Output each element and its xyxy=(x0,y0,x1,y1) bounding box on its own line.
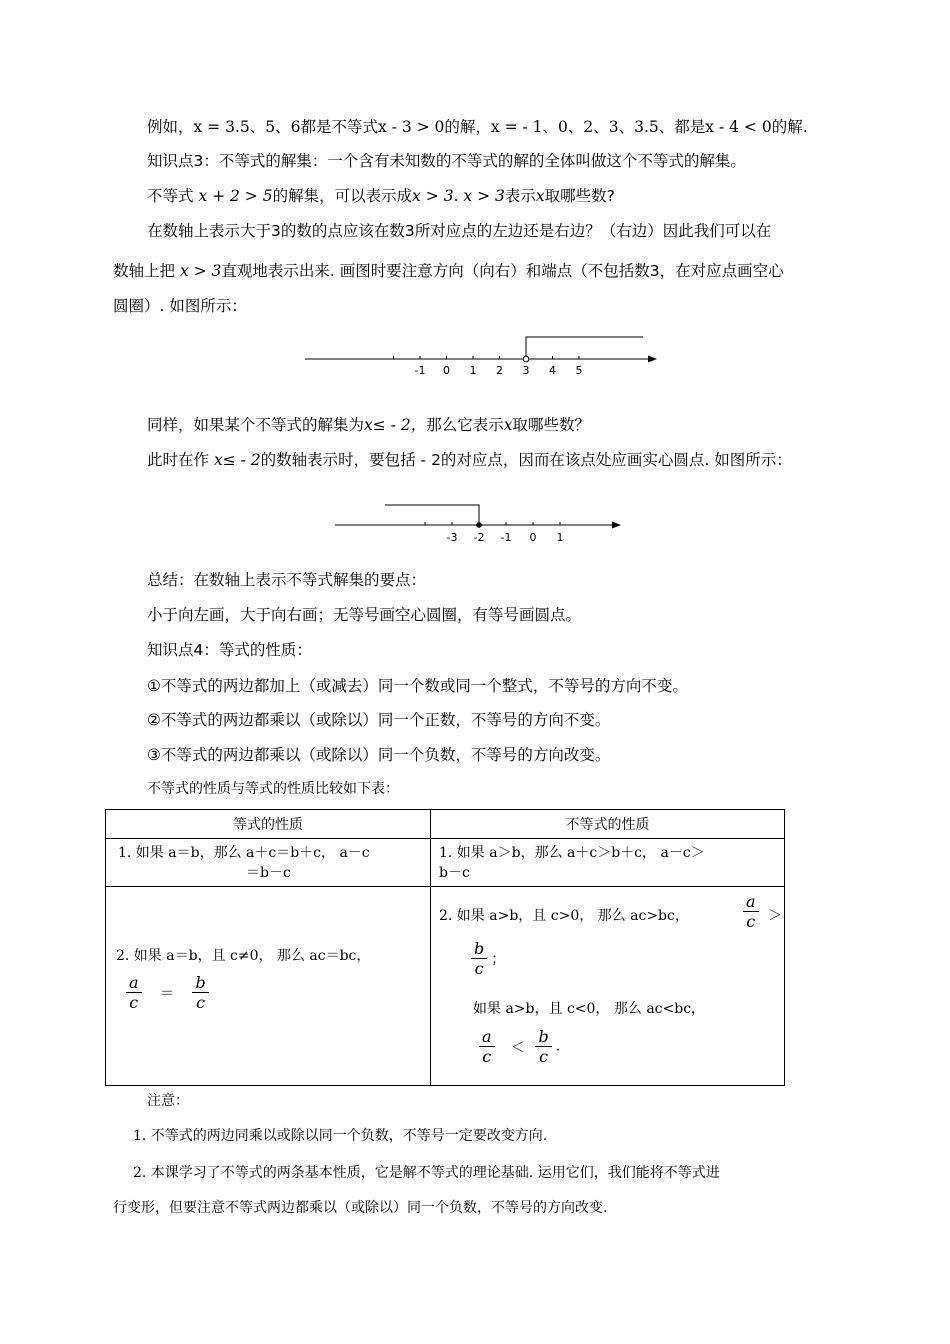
semicolon: ； xyxy=(491,951,506,968)
greater-sign: ＞ xyxy=(768,908,782,924)
solution-set-line xyxy=(147,186,615,206)
text: 都是 xyxy=(674,118,706,136)
text: 取哪些数? xyxy=(544,187,615,205)
fraction-line xyxy=(467,939,505,978)
table-cell xyxy=(106,887,431,1086)
compare-intro: 不等式的性质与等式的性质比较如下表： xyxy=(147,781,399,797)
fraction xyxy=(743,892,759,931)
less-sign: ＜ xyxy=(511,1039,525,1056)
text: 那么它表示 xyxy=(426,416,504,434)
text: 都是不等式 xyxy=(300,118,378,136)
text: 的解， xyxy=(444,118,491,136)
fraction xyxy=(739,892,763,931)
cell-line: b－c xyxy=(439,865,470,881)
note-item: 1. 不等式的两边同乘以或除以同一个负数，不等号一定要改变方向. xyxy=(133,1128,548,1144)
denominator: c xyxy=(539,1047,549,1066)
math: x xyxy=(535,187,545,205)
math: x≤ - 2 xyxy=(213,451,261,469)
header-cell: 不等式的性质 xyxy=(431,810,785,839)
math: x xyxy=(503,416,513,434)
comparison-table xyxy=(105,809,785,1086)
text: 同样，如果某个不等式的解集为 xyxy=(147,416,365,434)
number-line-intro-1: 在数轴上表示大于3的数的点应该在数3所对应点的左边还是右边？（右边）因此我们可以在 xyxy=(147,222,772,240)
table-row xyxy=(106,887,785,1086)
numerator: a xyxy=(126,973,142,993)
note-item: 行变形，但要注意不等式两边都乘以（或除以）同一个负数，不等号的方向改变. xyxy=(113,1200,608,1216)
text: 例如， xyxy=(147,118,194,136)
table-row xyxy=(106,839,785,887)
property-item: ①不等式的两边都加上（或减去）同一个数或同一个整式，不等号的方向不变。 xyxy=(147,677,688,695)
axis-arrow xyxy=(612,522,621,529)
cell-line: 2. 如果 a>b，且 c>0， 那么 ac>bc， xyxy=(439,908,689,924)
number-line-intro-2 xyxy=(113,261,784,281)
cell-line: ＝b－c xyxy=(246,865,291,881)
tick-label: 4 xyxy=(549,364,556,377)
math: x + 2 > 5 xyxy=(198,187,273,205)
kp-text: 不等式的解集：一个含有未知数的不等式的解的全体叫做这个不等式的解集。 xyxy=(218,152,746,170)
property-item: ③不等式的两边都乘以（或除以）同一个负数，不等号的方向改变。 xyxy=(147,746,611,764)
same-line xyxy=(147,415,590,435)
notes-title: 注意： xyxy=(147,1093,189,1109)
text: . xyxy=(453,187,464,205)
knowledge-point-4 xyxy=(147,640,312,660)
open-point xyxy=(523,356,529,362)
text: 的数轴表示时，要包括 - 2的对应点，因而在该点处应画实心圆点. 如图所示： xyxy=(260,451,792,469)
axis-arrow xyxy=(648,356,657,363)
fraction xyxy=(479,1027,495,1066)
fraction xyxy=(535,1027,551,1066)
math: x≤ - 2， xyxy=(364,416,427,434)
math: x > 3 xyxy=(412,187,454,205)
fraction xyxy=(471,939,487,978)
text: 表示 xyxy=(504,187,536,205)
closed-point-line xyxy=(147,450,792,470)
table-cell xyxy=(106,839,431,887)
text: 不等式 xyxy=(147,187,199,205)
tick-label: 5 xyxy=(575,364,583,377)
tick-label: 0 xyxy=(529,531,537,544)
table-cell xyxy=(431,887,785,1086)
note-item: 2. 本课学习了不等式的两条基本性质，它是解不等式的理论基础. 运用它们，我们能将不等式进 xyxy=(133,1165,720,1181)
math: x - 3 > 0 xyxy=(378,118,445,136)
table-cell xyxy=(431,839,785,887)
denominator: c xyxy=(129,993,139,1012)
cell-line: 1. 如果 a＞b，那么 a＋c＞b＋c， a－c＞ xyxy=(439,845,705,861)
knowledge-point-3 xyxy=(147,151,746,171)
fraction xyxy=(126,973,142,1012)
numerator: a xyxy=(479,1027,495,1047)
equals-sign: ＝ xyxy=(160,985,174,1002)
closed-point xyxy=(476,522,482,528)
math: x = - 1、0、2、3、3.5、 xyxy=(490,118,675,136)
tick-label: 1 xyxy=(556,531,564,544)
cell-line: 2. 如果 a＝b，且 c≠0， 那么 ac＝bc， xyxy=(116,948,371,964)
number-line-figure-2 xyxy=(330,497,630,547)
number-line-intro-3: 圆圈）. 如图所示： xyxy=(113,297,247,315)
cell-line: 如果 a>b，且 c<0， 那么 ac<bc， xyxy=(473,1001,706,1017)
fraction-equation xyxy=(122,973,213,1012)
numerator: b xyxy=(471,939,487,959)
numerator: a xyxy=(743,892,759,912)
solution-ray xyxy=(526,337,643,357)
numerator: b xyxy=(535,1027,551,1047)
fraction-inequality xyxy=(475,1027,560,1066)
text: 数轴上把 xyxy=(113,262,180,280)
header-cell: 等式的性质 xyxy=(106,810,431,839)
text: 取哪些数？ xyxy=(512,416,590,434)
number-line-figure-1 xyxy=(300,330,665,378)
tick-label: 1 xyxy=(469,364,477,377)
math: x > 3 xyxy=(463,187,505,205)
cell-line: 1. 如果 a＝b，那么 a＋c＝b＋c， a－c xyxy=(118,845,370,861)
math: x - 4 < 0 xyxy=(705,118,772,136)
summary-title: 总结：在数轴上表示不等式解集的要点： xyxy=(147,571,427,589)
summary-text: 小于向左画，大于向右画；无等号画空心圆圈，有等号画圆点。 xyxy=(147,606,582,624)
denominator: c xyxy=(474,959,484,978)
table-header-row xyxy=(106,810,785,839)
text: 的解集，可以表示成 xyxy=(272,187,413,205)
math: x = 3.5、5、6 xyxy=(193,118,301,136)
kp-label: 知识点3： xyxy=(147,152,219,170)
example-line xyxy=(147,117,808,137)
tick-label: -1 xyxy=(500,531,512,544)
tick-label: -1 xyxy=(414,364,426,377)
denominator: c xyxy=(746,912,756,931)
tick-label: 0 xyxy=(443,364,450,377)
tick-label: 2 xyxy=(496,364,503,377)
solution-ray xyxy=(385,505,479,525)
denominator: c xyxy=(482,1047,492,1066)
denominator: c xyxy=(196,993,206,1012)
period: . xyxy=(555,1038,561,1055)
tick-label: 3 xyxy=(522,364,530,377)
text: 直观地表示出来. 画图时要注意方向（向右）和端点（不包括数3，在对应点画空心 xyxy=(221,262,784,280)
fraction xyxy=(192,973,208,1012)
math: x > 3 xyxy=(179,262,222,280)
tick-label: -3 xyxy=(446,531,458,544)
numerator: b xyxy=(192,973,208,993)
kp-label: 知识点4： xyxy=(147,641,219,659)
text: 此时在作 xyxy=(147,451,214,469)
kp-title: 等式的性质： xyxy=(218,641,312,659)
tick-label: -2 xyxy=(473,531,485,544)
property-item: ②不等式的两边都乘以（或除以）同一个正数，不等号的方向不变。 xyxy=(147,711,611,729)
text: 的解. xyxy=(771,118,808,136)
